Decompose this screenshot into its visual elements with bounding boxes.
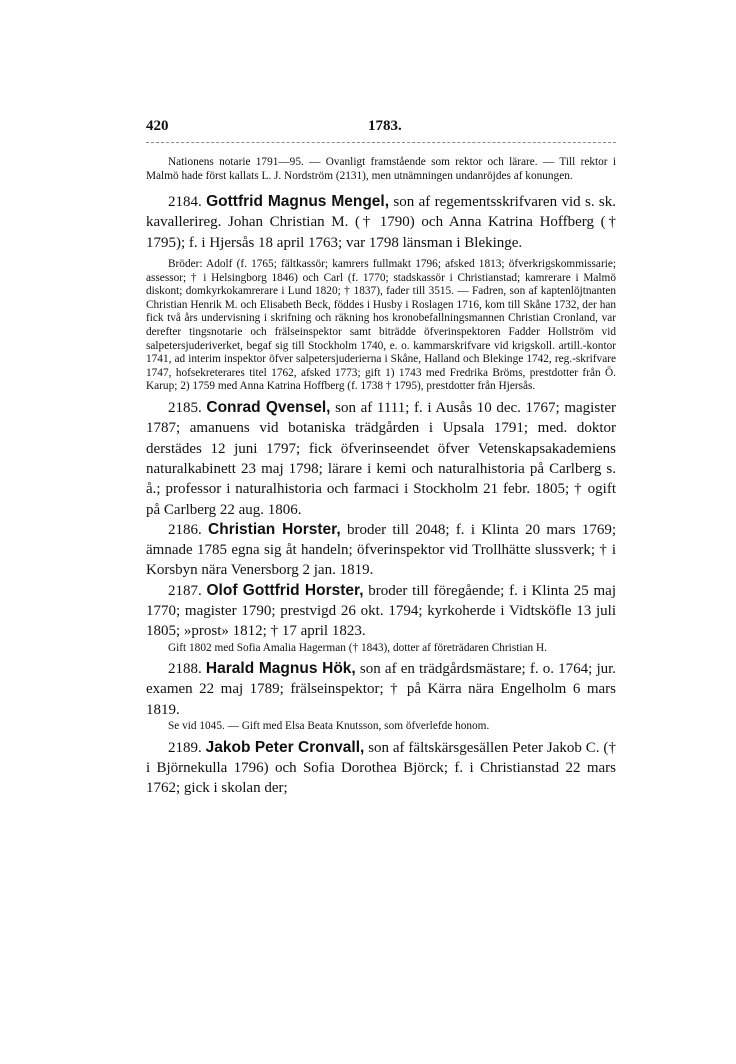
entry-name: Gottfrid Magnus Mengel,	[206, 193, 390, 211]
entry-number: 2189.	[168, 739, 202, 756]
header-rule	[146, 142, 616, 143]
entry-note: Se vid 1045. — Gift med Elsa Beata Knutsson, som öfverlefde honom.	[168, 720, 490, 733]
running-year: 1783.	[368, 118, 402, 134]
entry-number: 2187.	[168, 582, 202, 599]
entry-name: Olof Gottfrid Horster,	[206, 581, 364, 599]
entry-text: son af en trädgårdsmästare; f. o. 1764; jur. examen 22 maj 1789; frälseinspektor; † på Kärra nära Engelholm 6 mars 1819.	[146, 661, 617, 718]
entry-name: Jakob Peter Cronvall,	[205, 738, 365, 756]
entry-name: Conrad Qvensel,	[206, 399, 331, 417]
entry-2186	[146, 520, 616, 581]
entry-text: broder till 2048; f. i Klinta 20 mars 1769; ämnade 1785 egna sig åt handeln; öfverinspektor vid Trollhätte slussverk; † i Korsbyn nära Venersborg 2 jan. 1819.	[146, 521, 617, 579]
entry-number: 2186.	[168, 521, 202, 538]
entry-text: son af 1111; f. i Ausås 10 dec. 1767; magister 1787; amanuens vid botaniska trädgården i Upsala 1791; med. doktor derstädes 12 juni 1797; fick öfverinseendet öfver Vetenskapsakademiens naturalkabinett 23 maj 1798; lärare i kemi och naturalhistoria på Carlberg s. å.; professor i naturalhistoria och farmaci i Stockholm 21 febr. 1805; † ogift på Carlberg 22 aug. 1806.	[146, 400, 616, 518]
entry-text: son af regementsskrifvaren vid s. sk. kavallerireg. Johan Christian M. († 1790) och Anna Katrina Hoffberg († 1795); f. i Hjersås 18 april 1763; var 1798 länsman i Blekinge.	[146, 194, 617, 251]
entry-number: 2184.	[168, 194, 202, 211]
entry-2187	[146, 581, 616, 642]
intro-note: Nationens notarie 1791—95. — Ovanligt framstående som rektor och lärare. — Till rektor i Malmö hade först kallats L. J. Nordström (2131), men utnämningen undanröjdes af konungen.	[146, 156, 616, 182]
entry-name: Christian Horster,	[208, 520, 341, 538]
entry-2185	[146, 398, 616, 520]
page-number: 420	[146, 118, 169, 134]
page-body	[146, 156, 616, 799]
entry-number: 2188.	[168, 661, 202, 678]
entry-2189	[146, 738, 616, 799]
entry-text: broder till föregående; f. i Klinta 25 maj 1770; magister 1790; prestvigd 26 okt. 1794; kyrkoherde i Vidtsköfle 13 juli 1805; »prost» 1812; † 17 april 1823.	[146, 582, 616, 640]
entry-text: son af fältskärsgesällen Peter Jakob C. († i Björnekulla 1796) och Sofia Dorothea Björck; f. i Christianstad 22 mars 1762; gick i skolan der;	[146, 739, 616, 797]
entry-2188	[146, 659, 616, 720]
entry-number: 2185.	[168, 400, 202, 417]
entry-name: Harald Magnus Hök,	[205, 660, 356, 678]
entry-2184	[146, 192, 616, 253]
entry-note: Gift 1802 med Sofia Amalia Hagerman († 1843), dotter af företrädaren Christian H.	[168, 641, 547, 654]
entry-note: Bröder: Adolf (f. 1765; fältkassör; kamrers fullmakt 1796; afsked 1813; öfverkrigskommissarie; assessor; † i Helsingborg 1846) och Carl (f. 1770; stadskassör i Christianstad; kamrerare i Malmö diskont; domkyrkokamrerare i Lund 1820; † 1837), fader till 3515. — Fadren, son af kaptenlöjtnanten Christian Henrik M. och Elisabeth Beck, föddes i Husby i Roslagen 1716, kom till Skåne 1732, der han fick två års undervisning i skrifning och räkning hos kronobefallningsmannen Christian Cronland, var derefter tingsnotarie och frälseinspektor samt biträdde öfverinspektoren Fadder Hollström vid salpetersjuderiverket, begaf sig till Stockholm 1740, e. o. kammarskrifvare vid krigskoll. artill.-kontor 1741, ad interim inspektor öfver salpetersjuderierna i Skåne, Halland och Blekinge 1742, reg.-skrifvare 1747, hofsekreterares titel 1762, afsked 1773; gift 1) 1743 med Fredrika Bröms, prestdotter från Ö. Karup; 2) 1759 med Anna Katrina Hoffberg (f. 1738 † 1795), prestdotter från Hjersås.	[146, 258, 616, 393]
